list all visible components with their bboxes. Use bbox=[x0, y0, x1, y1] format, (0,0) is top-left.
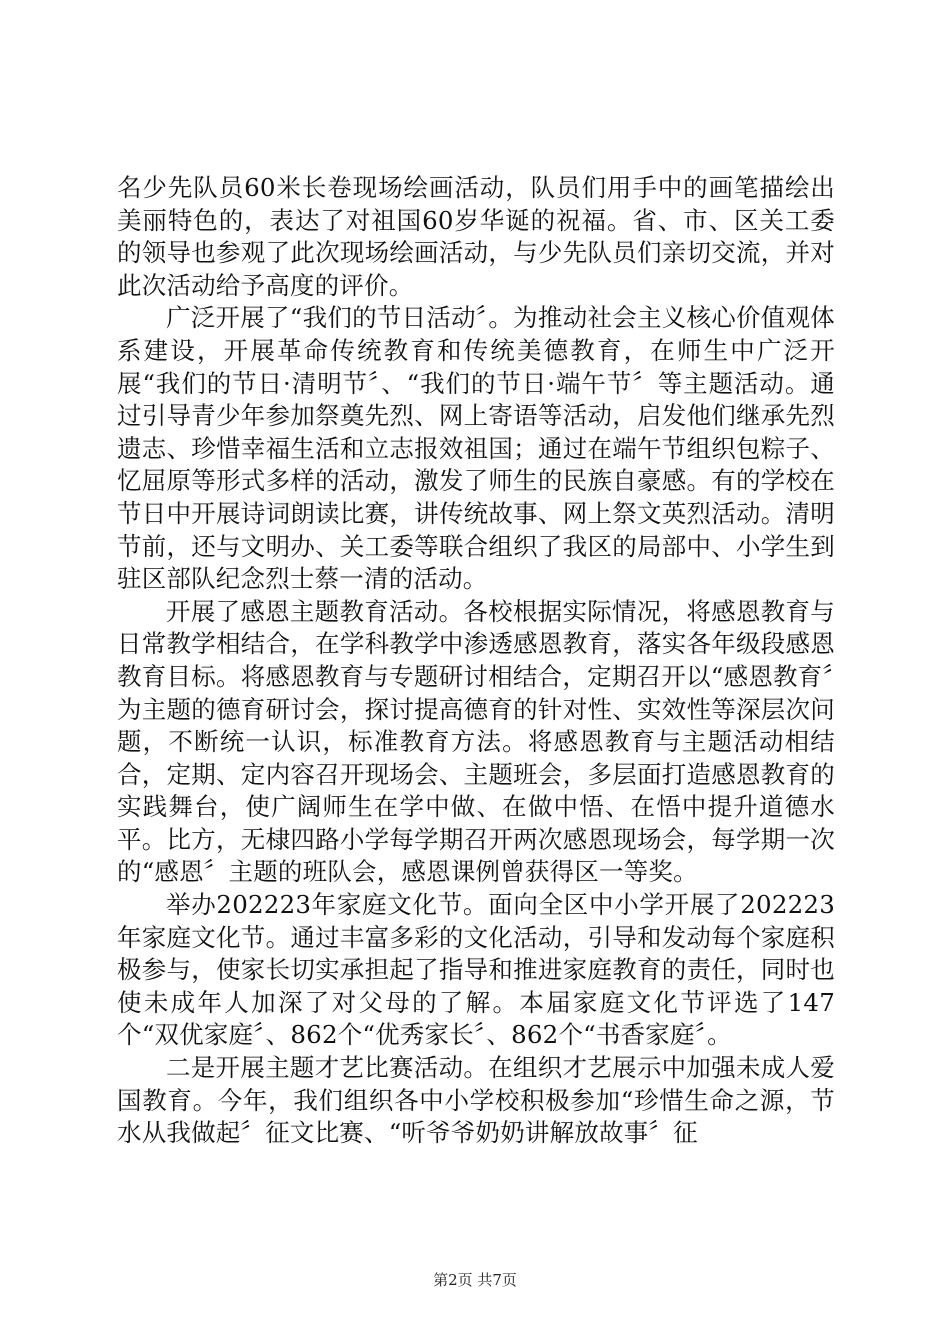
paragraph-continuation: 名少先队员60米长卷现场绘画活动，队员们用手中的画笔描绘出美丽特色的，表达了对祖国60岁华诞的祝福。省、市、区关工委的领导也参观了此次现场绘画活动，与少先队员们亲切交流，并对此次活动给予高度的评价。 bbox=[117, 173, 835, 300]
document-body bbox=[117, 172, 835, 1150]
paragraph-gratitude-education: 开展了感恩主题教育活动。各校根据实际情况，将感恩教育与日常教学相结合，在学科教学中渗透感恩教育，落实各年级段感恩教育目标。将感恩教育与专题研讨相结合，定期召开以“感恩教育〞为主题的德育研讨会，探讨提高德育的针对性、实效性等深层次问题，不断统一认识，标准教育方法。将感恩教育与主题活动相结合，定期、定内容召开现场会、主题班会，多层面打造感恩教育的实践舞台，使广阔师生在学中做、在做中悟、在悟中提升道德水平。比方，无棣四路小学每学期召开两次感恩现场会，每学期一次的“感恩〞主题的班队会，感恩课例曾获得区一等奖。 bbox=[117, 596, 835, 887]
page-footer: 第2页 共7页 bbox=[433, 1271, 517, 1289]
paragraph-family-culture-festival: 举办202223年家庭文化节。面向全区中小学开展了202223年家庭文化节。通过丰富多彩的文化活动，引导和发动每个家庭积极参与，使家长切实承担起了指导和推进家庭教育的责任，同时也使未成年人加深了对父母的了解。本届家庭文化节评选了147个“双优家庭〞、862个“优秀家长〞、862个“书香家庭〞。 bbox=[117, 890, 835, 1050]
paragraph-festival-activities: 广泛开展了“我们的节日活动〞。为推动社会主义核心价值观体系建设，开展革命传统教育和传统美德教育，在师生中广泛开展“我们的节日·清明节〞、“我们的节日·端午节〞等主题活动。通过引导青少年参加祭奠先烈、网上寄语等活动，启发他们继承先烈遗志、珍惜幸福生活和立志报效祖国；通过在端午节组织包粽子、忆屈原等形式多样的活动，激发了师生的民族自豪感。有的学校在节日中开展诗词朗读比赛，讲传统故事、网上祭文英烈活动。清明节前，还与文明办、关工委等联合组织了我区的局部中、小学生到驻区部队纪念烈士蔡一清的活动。 bbox=[117, 303, 835, 594]
paragraph-talent-competition: 二是开展主题才艺比赛活动。在组织才艺展示中加强未成人爱国教育。今年，我们组织各中小学校积极参加“珍惜生命之源，节水从我做起〞征文比赛、“听爷爷奶奶讲解放故事〞征 bbox=[117, 1053, 835, 1148]
